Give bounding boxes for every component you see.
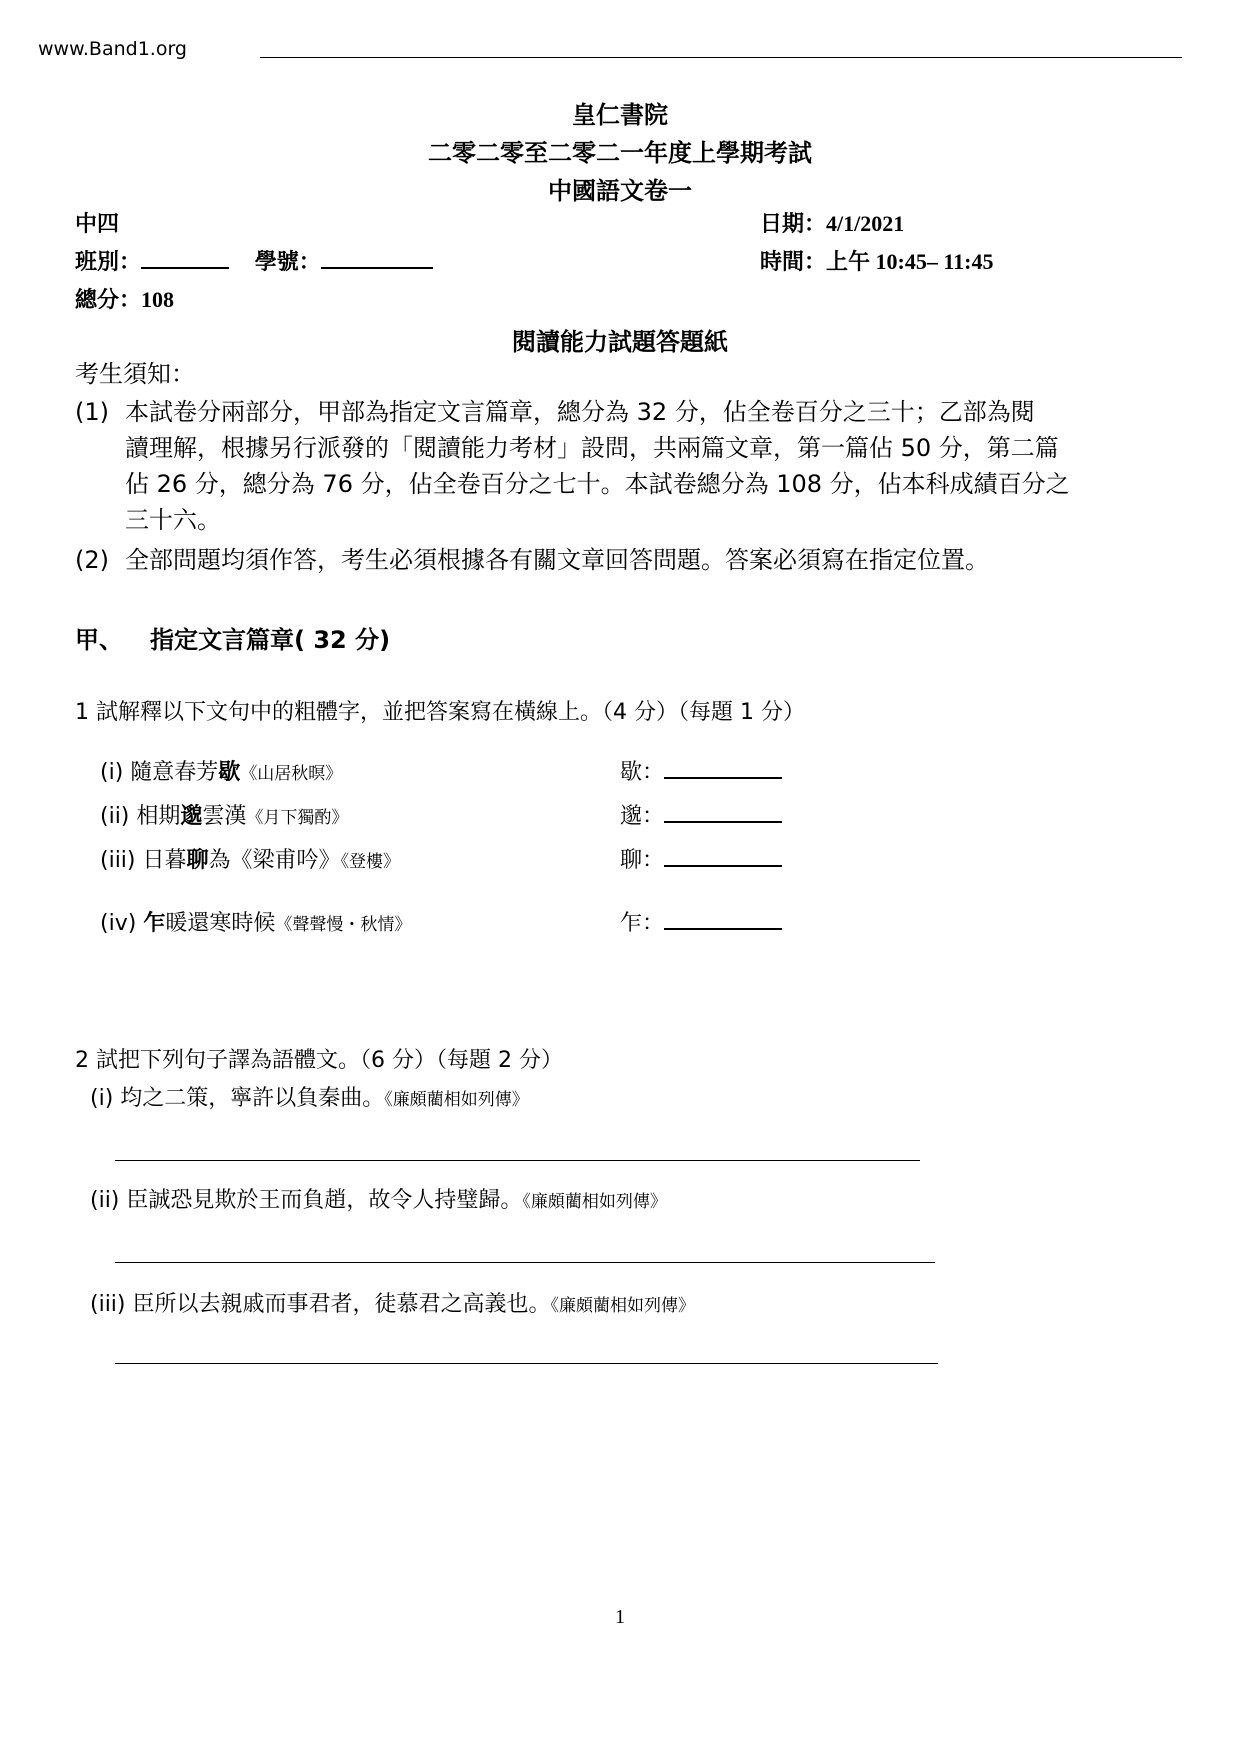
section-a-title: 指定文言篇章( 32 分): [150, 626, 391, 654]
notice-item-1-num: (1): [75, 398, 109, 426]
header-rule: [260, 57, 1182, 58]
class-blank: [141, 249, 229, 269]
q2-item-text: 臣誠恐見欺於王而負趙，故令人持璧歸。: [126, 1188, 523, 1213]
q2-item-num: (ii): [90, 1188, 120, 1213]
q1-item-text: 暖還寒時候: [165, 911, 276, 936]
q2-item: [90, 1081, 529, 1112]
q1-item-bold: 聊: [186, 848, 209, 873]
q1-item-num: (ii): [100, 804, 130, 829]
answer-sheet-title: 閱讀能力試題答題紙: [512, 328, 728, 356]
q2-item-text: 臣所以去親戚而事君者，徒慕君之高義也。: [132, 1292, 551, 1317]
time-value: 上午 10:45– 11:45: [826, 249, 994, 274]
q1-item-bold: 乍: [143, 911, 166, 936]
q1-item-source: 《聲聲慢・秋情》: [275, 915, 412, 935]
q1-item: [100, 906, 411, 937]
q1-answer-label: 歇：: [620, 760, 665, 785]
notice-line: 本試卷分兩部分，甲部為指定文言篇章，總分為 32 分，佔全卷百分之三十；乙部為閱: [125, 398, 1035, 426]
number-blank: [321, 249, 433, 269]
q1-item-num: (i): [100, 760, 124, 785]
date-row: [760, 207, 904, 238]
q1-answer-blank[interactable]: [664, 910, 782, 930]
q2-item-text: 均之二策，寧許以負秦曲。: [120, 1086, 385, 1111]
site-url: www.Band1.org: [38, 38, 187, 60]
class-number-row: [75, 245, 433, 276]
q2-answer-line[interactable]: [115, 1363, 938, 1364]
q2-item-source: 《廉頗藺相如列傳》: [384, 1090, 529, 1110]
q1-item-bold: 邈: [180, 804, 203, 829]
time-label: 時間：: [760, 250, 827, 275]
notice-line: 三十六。: [125, 506, 221, 534]
notice-item-2-num: (2): [75, 546, 109, 574]
q1-answer-label: 乍：: [620, 911, 665, 936]
q1-item-text: 相期: [136, 804, 181, 829]
page-number: 1: [615, 1606, 625, 1628]
exam-title: 二零二零至二零二一年度上學期考試: [428, 139, 812, 167]
q1-item-text: 雲漢: [202, 804, 247, 829]
q1-answer: [620, 843, 782, 874]
time-row: [760, 245, 993, 276]
q1-answer-label: 邈：: [620, 804, 665, 829]
q1-item-num: (iv): [100, 911, 137, 936]
total-label: 總分：: [75, 288, 142, 313]
q1-item: [100, 843, 400, 874]
q2-item: [90, 1183, 667, 1214]
class-label: 班別：: [75, 250, 142, 275]
q1-answer: [620, 799, 782, 830]
q1-item-source: 《登樓》: [340, 852, 401, 872]
q1-answer-blank[interactable]: [664, 847, 782, 867]
q2-item: [90, 1287, 695, 1318]
q1-item: [100, 799, 348, 830]
notice-line: 佔 26 分，總分為 76 分，佔全卷百分之七十。本試卷總分為 108 分，佔本科成績百分之: [125, 470, 1070, 498]
q2-answer-line[interactable]: [115, 1262, 935, 1263]
q1-answer-blank[interactable]: [664, 803, 782, 823]
q1-item-text: 隨意春芳: [130, 760, 219, 785]
notice-heading: 考生須知：: [75, 360, 195, 388]
total-row: [75, 283, 174, 314]
q1-item-text: 日暮: [142, 848, 187, 873]
q1-prompt: 1 試解釋以下文句中的粗體字，並把答案寫在橫線上。（4 分）（每題 1 分）: [75, 700, 805, 725]
school-name: 皇仁書院: [572, 101, 668, 129]
q1-item-bold: 歇: [218, 760, 241, 785]
form-label: 中四: [75, 212, 120, 237]
q1-answer-label: 聊：: [620, 848, 665, 873]
q1-item-text: 為《梁甫吟》: [208, 848, 341, 873]
q1-item-num: (iii): [100, 848, 136, 873]
total-value: 108: [141, 287, 175, 312]
date-value: 4/1/2021: [826, 211, 905, 236]
q2-item-source: 《廉頗藺相如列傳》: [522, 1192, 667, 1212]
notice-item-2: 全部問題均須作答，考生必須根據各有關文章回答問題。答案必須寫在指定位置。: [125, 546, 989, 574]
q1-item: [100, 755, 342, 786]
q2-item-num: (i): [90, 1086, 114, 1111]
date-label: 日期：: [760, 212, 827, 237]
section-a-label: 甲、: [75, 626, 123, 654]
notice-item-1: [125, 394, 1185, 538]
q2-item-num: (iii): [90, 1292, 126, 1317]
q2-prompt: 2 試把下列句子譯為語體文。（6 分）（每題 2 分）: [75, 1048, 563, 1073]
q1-answer: [620, 906, 782, 937]
notice-line: 讀理解，根據另行派發的「閱讀能力考材」設問，共兩篇文章，第一篇佔 50 分，第二篇: [125, 434, 1059, 462]
paper-title: 中國語文卷一: [548, 177, 692, 205]
q2-answer-line[interactable]: [115, 1160, 920, 1161]
q1-item-source: 《山居秋暝》: [240, 764, 343, 784]
q1-answer: [620, 755, 782, 786]
q2-item-source: 《廉頗藺相如列傳》: [550, 1296, 696, 1316]
number-label: 學號：: [254, 250, 321, 275]
q1-item-source: 《月下獨酌》: [246, 808, 349, 828]
q1-answer-blank[interactable]: [664, 759, 782, 779]
